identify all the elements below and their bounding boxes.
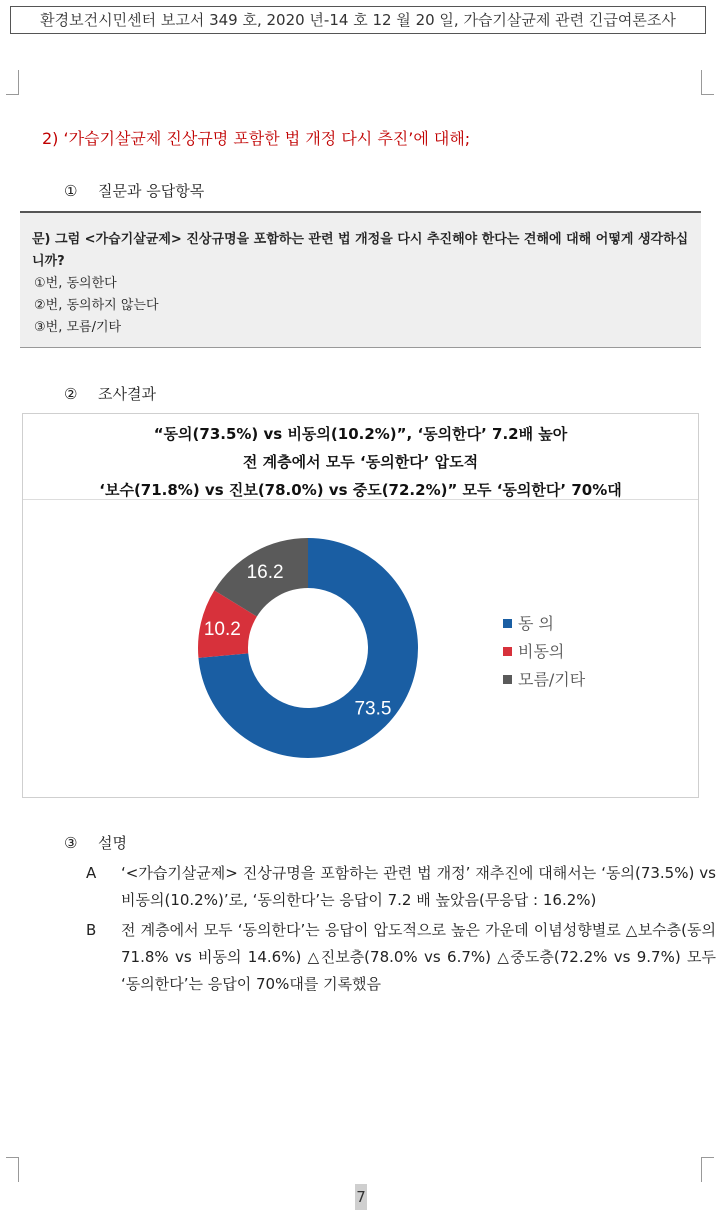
result-heading — [64, 383, 156, 404]
chart-titles — [23, 414, 698, 500]
explanation-letter: B — [86, 921, 97, 939]
legend-label: 비동의 — [518, 642, 565, 661]
legend-label: 모름/기타 — [518, 670, 586, 689]
question-heading-text: 질문과 응답항목 — [98, 182, 205, 200]
corner-mark-top-right — [701, 70, 714, 95]
legend-item — [503, 666, 585, 694]
chart-title-line: “동의(73.5%) vs 비동의(10.2%)”, ‘동의한다’ 7.2배 높아 — [153, 425, 568, 443]
question-heading — [64, 180, 204, 201]
section-title: 2) ‘가습기살균제 진상규명 포함한 법 개정 다시 추진’에 대해; — [42, 129, 471, 148]
slice-value-label: 73.5 — [354, 698, 392, 720]
explanation-text: 전 계층에서 모두 ‘동의한다’는 응답이 압도적으로 높은 가운데 이념성향별로 △보수층(동의 71.8% vs 비동의 14.6%) △진보층(78.0% vs 6.7%) △중도층(72.2% vs 9.7%) 모두 ‘동의한다’는 응답이 70%대를 기록했음 — [121, 921, 716, 993]
question-box — [20, 211, 701, 348]
question-heading-num: ① — [64, 182, 78, 200]
explanation-section — [64, 830, 716, 1001]
result-heading-text: 조사결과 — [98, 385, 156, 403]
page-number: 7 — [355, 1184, 367, 1210]
answer-option: ③번, 모름/기타 — [34, 320, 122, 335]
explanation-text: ‘<가습기살균제> 진상규명을 포함하는 관련 법 개정’ 재추진에 대해서는 ‘동의(73.5%) vs 비동의(10.2%)’로, ‘동의한다’는 응답이 7.2 배 높았음(무응답 : 16.2%) — [121, 864, 716, 909]
chart-legend — [503, 610, 585, 694]
explanation-item — [64, 860, 716, 914]
explanation-letter: A — [86, 864, 97, 882]
explanation-heading — [64, 830, 716, 856]
legend-swatch — [503, 675, 512, 684]
slice-value-label: 10.2 — [203, 618, 241, 640]
explanation-heading-num: ③ — [64, 834, 78, 852]
legend-label: 동 의 — [518, 614, 554, 633]
legend-swatch — [503, 619, 512, 628]
legend-swatch — [503, 647, 512, 656]
answer-option: ①번, 동의한다 — [34, 276, 117, 291]
legend-item — [503, 638, 585, 666]
answer-option: ②번, 동의하지 않는다 — [34, 298, 159, 313]
corner-mark-bottom-right — [701, 1157, 714, 1182]
report-header: 환경보건시민센터 보고서 349 호, 2020 년-14 호 12 월 20 일, 가습기살균제 관련 긴급여론조사 — [10, 6, 706, 34]
explanation-item — [64, 917, 716, 998]
chart-title-line: ‘보수(71.8%) vs 진보(78.0%) vs 중도(72.2%)” 모두 ‘동의한다’ 70%대 — [99, 481, 622, 499]
result-heading-num: ② — [64, 385, 78, 403]
legend-item — [503, 610, 585, 638]
chart-frame — [22, 413, 699, 798]
explanation-heading-text: 설명 — [98, 834, 127, 852]
question-text: 문) 그럼 <가습기살균제> 진상규명을 포함하는 관련 법 개정을 다시 추진해야 한다는 견해에 대해 어떻게 생각하십니까? — [32, 232, 689, 269]
corner-mark-top-left — [6, 70, 19, 95]
chart-title-line: 전 계층에서 모두 ‘동의한다’ 압도적 — [242, 453, 479, 471]
donut-chart — [23, 500, 698, 797]
slice-value-label: 16.2 — [246, 562, 284, 584]
corner-mark-bottom-left — [6, 1157, 19, 1182]
